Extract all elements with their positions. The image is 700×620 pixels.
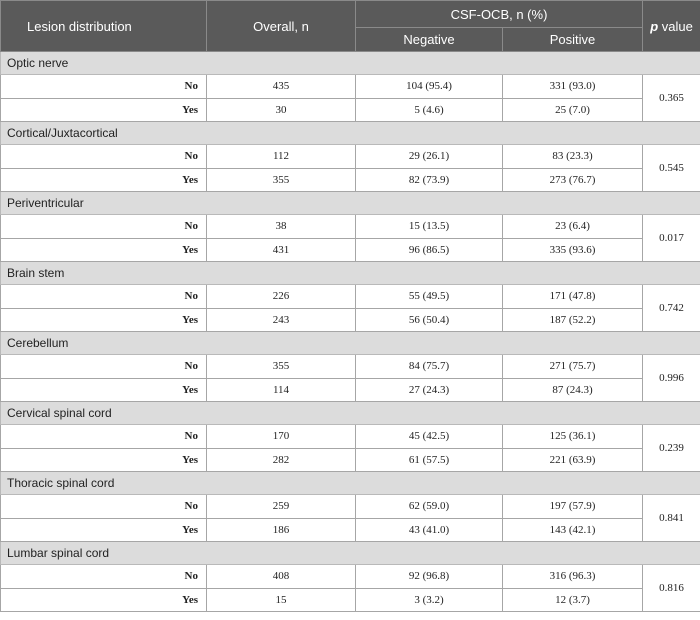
overall-cell: 259 — [207, 495, 356, 519]
table-row — [1, 145, 700, 169]
positive-cell: 197 (57.9) — [503, 495, 643, 519]
negative-cell: 55 (49.5) — [356, 285, 503, 309]
positive-cell: 143 (42.1) — [503, 518, 643, 542]
positive-cell: 331 (93.0) — [503, 75, 643, 99]
p-value-cell: 0.996 — [643, 355, 700, 402]
negative-cell: 5 (4.6) — [356, 98, 503, 122]
row-label: Yes — [1, 98, 207, 122]
negative-cell: 29 (26.1) — [356, 145, 503, 169]
header-p-italic: p — [650, 18, 659, 34]
overall-cell: 186 — [207, 518, 356, 542]
row-label: No — [1, 75, 207, 99]
overall-cell: 408 — [207, 565, 356, 589]
p-value-cell: 0.017 — [643, 215, 700, 262]
positive-cell: 125 (36.1) — [503, 425, 643, 449]
table-row — [1, 588, 700, 612]
negative-cell: 96 (86.5) — [356, 238, 503, 262]
positive-cell: 83 (23.3) — [503, 145, 643, 169]
header-p-value — [643, 1, 700, 52]
negative-cell: 82 (73.9) — [356, 168, 503, 192]
section-title: Brain stem — [1, 262, 700, 285]
section-row — [1, 402, 700, 425]
overall-cell: 355 — [207, 355, 356, 379]
negative-cell: 15 (13.5) — [356, 215, 503, 239]
header-csf-ocb: CSF-OCB, n (%) — [356, 1, 643, 28]
row-label: No — [1, 355, 207, 379]
table-row — [1, 565, 700, 589]
overall-cell: 282 — [207, 448, 356, 472]
positive-cell: 23 (6.4) — [503, 215, 643, 239]
section-title: Cortical/Juxtacortical — [1, 122, 700, 145]
table-row — [1, 75, 700, 99]
row-label: No — [1, 495, 207, 519]
row-label: Yes — [1, 378, 207, 402]
negative-cell: 3 (3.2) — [356, 588, 503, 612]
section-row — [1, 192, 700, 215]
negative-cell: 43 (41.0) — [356, 518, 503, 542]
row-label: No — [1, 145, 207, 169]
section-row — [1, 332, 700, 355]
section-title: Lumbar spinal cord — [1, 542, 700, 565]
section-row — [1, 472, 700, 495]
section-row — [1, 122, 700, 145]
positive-cell: 12 (3.7) — [503, 588, 643, 612]
overall-cell: 435 — [207, 75, 356, 99]
section-title: Cerebellum — [1, 332, 700, 355]
row-label: Yes — [1, 308, 207, 332]
negative-cell: 56 (50.4) — [356, 308, 503, 332]
section-title: Periventricular — [1, 192, 700, 215]
table-row — [1, 308, 700, 332]
row-label: Yes — [1, 448, 207, 472]
section-row — [1, 262, 700, 285]
table-row — [1, 495, 700, 519]
table-row — [1, 285, 700, 309]
header-positive: Positive — [503, 28, 643, 52]
row-label: No — [1, 565, 207, 589]
positive-cell: 25 (7.0) — [503, 98, 643, 122]
table-row — [1, 238, 700, 262]
positive-cell: 187 (52.2) — [503, 308, 643, 332]
table-row — [1, 448, 700, 472]
table-row — [1, 98, 700, 122]
positive-cell: 271 (75.7) — [503, 355, 643, 379]
negative-cell: 27 (24.3) — [356, 378, 503, 402]
section-row — [1, 52, 700, 75]
overall-cell: 243 — [207, 308, 356, 332]
header-overall: Overall, n — [207, 1, 356, 52]
negative-cell: 45 (42.5) — [356, 425, 503, 449]
overall-cell: 30 — [207, 98, 356, 122]
overall-cell: 114 — [207, 378, 356, 402]
section-title: Thoracic spinal cord — [1, 472, 700, 495]
table-row — [1, 378, 700, 402]
section-title: Optic nerve — [1, 52, 700, 75]
row-label: Yes — [1, 588, 207, 612]
positive-cell: 273 (76.7) — [503, 168, 643, 192]
positive-cell: 87 (24.3) — [503, 378, 643, 402]
overall-cell: 355 — [207, 168, 356, 192]
row-label: No — [1, 425, 207, 449]
overall-cell: 431 — [207, 238, 356, 262]
positive-cell: 335 (93.6) — [503, 238, 643, 262]
overall-cell: 38 — [207, 215, 356, 239]
negative-cell: 92 (96.8) — [356, 565, 503, 589]
header-lesion-distribution: Lesion distribution — [1, 1, 207, 52]
overall-cell: 112 — [207, 145, 356, 169]
table-row — [1, 215, 700, 239]
table-row — [1, 168, 700, 192]
header-negative: Negative — [356, 28, 503, 52]
p-value-cell: 0.545 — [643, 145, 700, 192]
table-row — [1, 518, 700, 542]
row-label: Yes — [1, 238, 207, 262]
header-p-rest: value — [658, 18, 693, 34]
p-value-cell: 0.816 — [643, 565, 700, 612]
table-row — [1, 425, 700, 449]
p-value-cell: 0.841 — [643, 495, 700, 542]
positive-cell: 316 (96.3) — [503, 565, 643, 589]
negative-cell: 61 (57.5) — [356, 448, 503, 472]
row-label: No — [1, 215, 207, 239]
table-body — [1, 52, 700, 612]
p-value-cell: 0.239 — [643, 425, 700, 472]
p-value-cell: 0.365 — [643, 75, 700, 122]
overall-cell: 226 — [207, 285, 356, 309]
row-label: Yes — [1, 518, 207, 542]
negative-cell: 104 (95.4) — [356, 75, 503, 99]
row-label: Yes — [1, 168, 207, 192]
p-value-cell: 0.742 — [643, 285, 700, 332]
overall-cell: 170 — [207, 425, 356, 449]
table-row — [1, 355, 700, 379]
row-label: No — [1, 285, 207, 309]
section-title: Cervical spinal cord — [1, 402, 700, 425]
positive-cell: 221 (63.9) — [503, 448, 643, 472]
section-row — [1, 542, 700, 565]
negative-cell: 62 (59.0) — [356, 495, 503, 519]
positive-cell: 171 (47.8) — [503, 285, 643, 309]
overall-cell: 15 — [207, 588, 356, 612]
negative-cell: 84 (75.7) — [356, 355, 503, 379]
